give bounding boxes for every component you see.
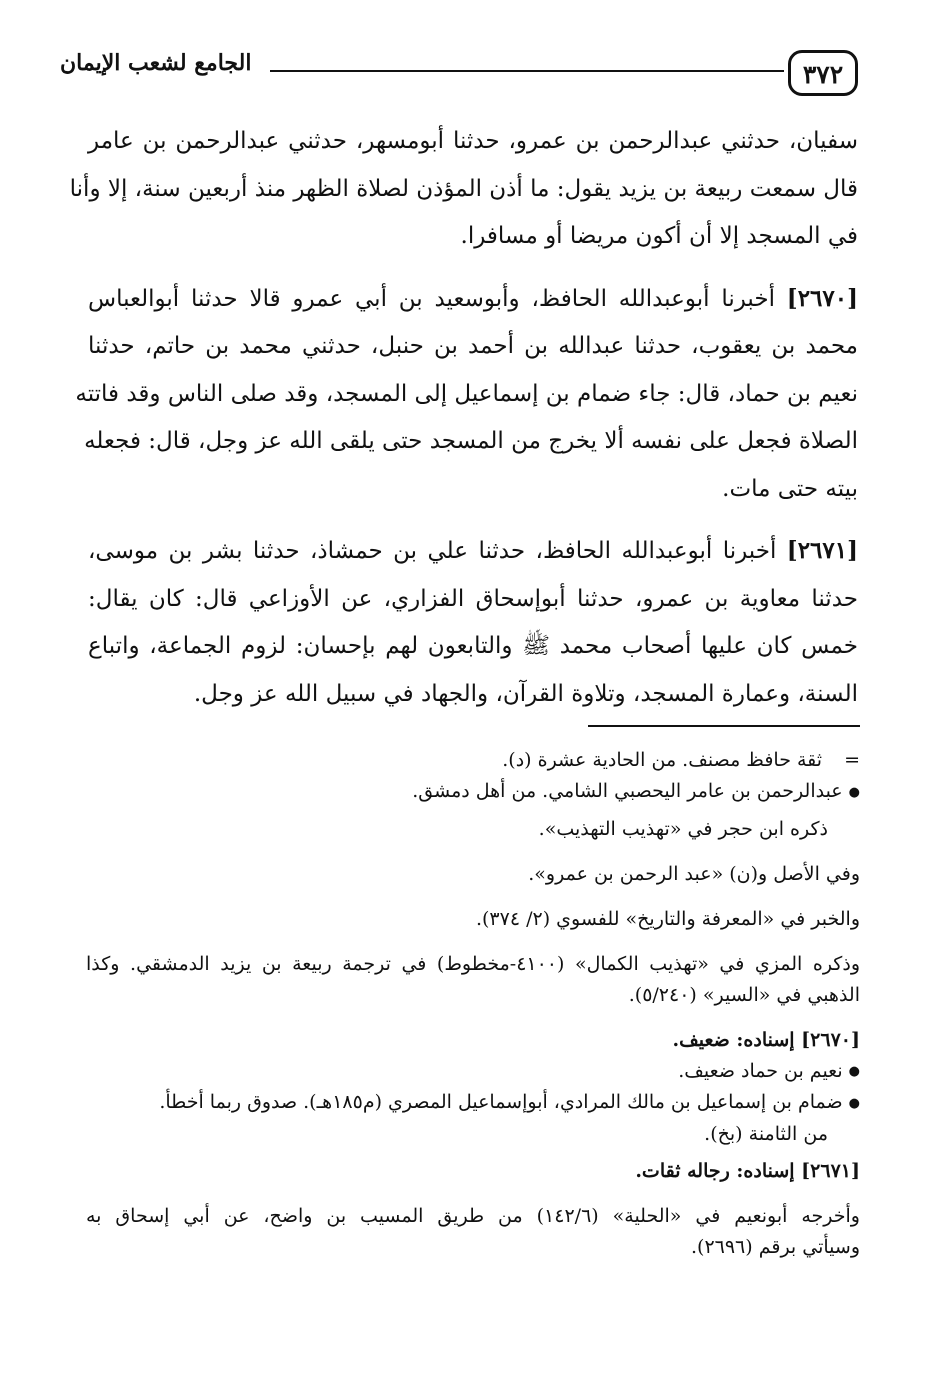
text-line: السنة، وعمارة المسجد، وتلاوة القرآن، والجهاد في سبيل الله عز وجل. (193, 680, 858, 707)
footnote-line: وفي الأصل و(ن) «عبد الرحمن بن عمرو». (528, 862, 860, 885)
hadith-2671 (88, 527, 858, 718)
book-title: الجامع لشعب الإيمان (60, 50, 252, 76)
text-line: حدثنا معاوية بن عمرو، حدثنا أبوإسحاق الفزاري، عن الأوزاعي قال: كان يقال: (88, 585, 858, 612)
footnote-line: وسيأتي برقم (٢٦٩٦). (690, 1235, 860, 1258)
text-line: قال سمعت ربيعة بن يزيد يقول: ما أذن المؤذن لصلاة الظهر منذ أربعين سنة، إلا وأنا (69, 175, 858, 202)
main-text (69, 118, 858, 732)
footnote-heading: [٢٦٧٠] إسناده: ضعيف. (672, 1028, 860, 1051)
text-line (88, 527, 858, 576)
footnote-note (86, 949, 860, 1011)
footnote-bullet: ● عبدالرحمن بن عامر اليحصبي الشامي. من أهل دمشق. (86, 776, 860, 808)
footnote-bullet: ● نعيم بن حماد ضعيف. (86, 1056, 860, 1088)
footnote-note (86, 859, 860, 890)
footnote-line: وذكره المزي في «تهذيب الكمال» (٤١٠٠-مخطوط) في ترجمة ربيعة بن يزيد الدمشقي. وكذا (86, 952, 860, 975)
hadith-2670 (75, 275, 858, 514)
page-number: ٣٧٢ (788, 50, 858, 96)
text-line: سفيان، حدثني عبدالرحمن بن عمرو، حدثنا أبومسهر، حدثني عبدالرحمن بن عامر (88, 128, 858, 154)
footnotes (86, 745, 860, 1269)
footnote-group-2670 (86, 1025, 860, 1150)
footnote-group-2671 (86, 1156, 860, 1187)
footnote-heading: [٢٦٧١] إسناده: رجاله ثقات. (635, 1159, 860, 1182)
footnote-note (86, 904, 860, 935)
paragraph-continuation (69, 118, 858, 261)
footnote-note (86, 814, 860, 845)
hadith-number: [٢٦٧٠] (786, 284, 858, 312)
footnote-note (86, 1201, 860, 1263)
footnote-line: والخبر في «المعرفة والتاريخ» للفسوي (٢/ ٣٧٤). (475, 907, 860, 930)
text-line: نعيم بن حماد، قال: جاء ضمام بن إسماعيل إلى المسجد، وقد صلى الناس وقد فاتته (75, 380, 858, 407)
footnote-line: الذهبي في «السير» (٥/٢٤٠). (628, 983, 860, 1006)
footnote-separator (588, 725, 860, 727)
text-line: بيته حتى مات. (722, 475, 858, 502)
footnote-line: وأخرجه أبونعيم في «الحلية» (١٤٢/٦) من طريق المسيب بن واضح، عن أبي إسحاق به (86, 1204, 860, 1227)
text-segment: أخبرنا أبوعبدالله الحافظ، وأبوسعيد بن أبي عمرو قالا حدثنا أبوالعباس (88, 285, 775, 312)
footnote-line: من الثامنة (بخ). (704, 1122, 828, 1145)
text-segment: أخبرنا أبوعبدالله الحافظ، حدثنا علي بن حمشاذ، حدثنا بشر بن موسى، (88, 538, 777, 564)
page-header (60, 42, 888, 102)
text-line: خمس كان عليها أصحاب محمد ﷺ والتابعون لهم بإحسان: لزوم الجماعة، واتباع (88, 633, 858, 659)
footnote-bullet: ● ضمام بن إسماعيل بن مالك المرادي، أبوإسماعيل المصري (م١٨٥هـ). صدوق ربما أخطأ. (86, 1087, 860, 1119)
text-line (88, 275, 858, 324)
footnote-line: ذكره ابن حجر في «تهذيب التهذيب». (538, 817, 828, 840)
text-line: محمد بن يعقوب، حدثنا عبدالله بن أحمد بن حنبل، حدثني محمد بن حاتم، حدثنا (88, 333, 858, 359)
text-line: في المسجد إلا أن أكون مريضا أو مسافرا. (460, 223, 858, 249)
hadith-number: [٢٦٧١] (786, 537, 858, 564)
footnote-continuation: = ثقة حافظ مصنف. من الحادية عشرة (د). (86, 745, 860, 776)
text-line: الصلاة فجعل على نفسه ألا يخرج من المسجد حتى يلقى الله عز وجل، قال: فجعله (84, 428, 858, 454)
footnote-group (86, 745, 860, 808)
header-rule (270, 70, 784, 72)
